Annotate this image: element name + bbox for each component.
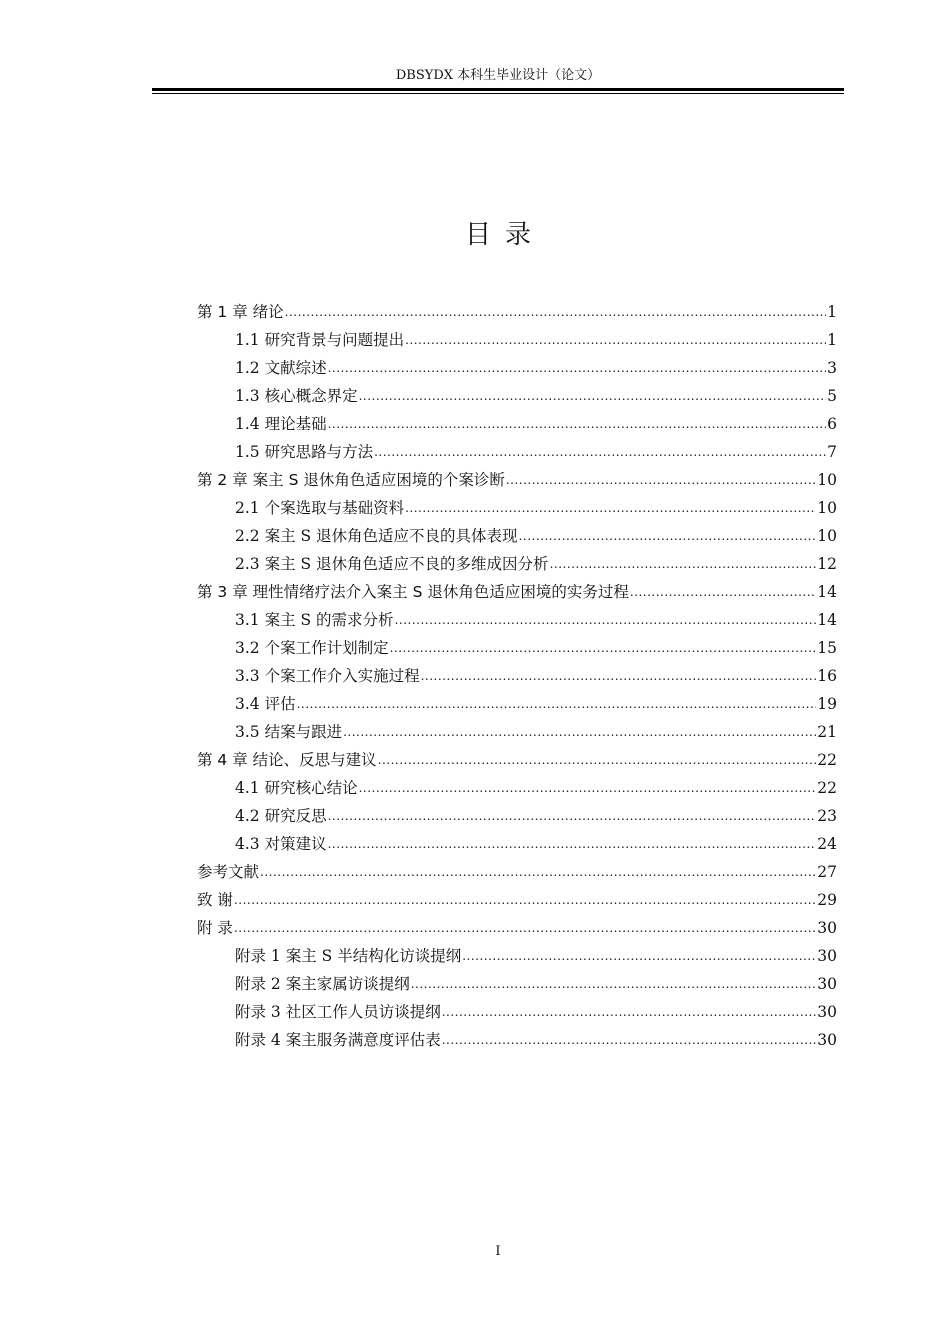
header-rule-thick — [152, 88, 844, 91]
toc-dot-leader — [328, 354, 827, 382]
toc-section-entry[interactable] — [197, 718, 837, 746]
toc-entry-text: 附录 4 案主服务满意度评估表 — [235, 1031, 441, 1049]
toc-entry-text: 3.2 个案工作计划制定 — [235, 639, 389, 657]
toc-entry-text: 1.3 核心概念界定 — [235, 387, 358, 405]
toc-section-entry[interactable] — [197, 634, 837, 662]
toc-entry-text: 2.3 案主 S 退休角色适应不良的多维成因分析 — [235, 555, 549, 573]
toc-entry-text: 3.5 结案与跟进 — [235, 723, 343, 741]
toc-dot-leader — [442, 1026, 817, 1054]
toc-entry-page: 30 — [817, 1031, 837, 1049]
toc-dot-leader — [343, 718, 816, 746]
toc-dot-leader — [421, 662, 817, 690]
toc-dot-leader — [550, 550, 817, 578]
toc-entry-page: 22 — [817, 751, 837, 769]
toc-dot-leader — [506, 466, 816, 494]
toc-section-entry[interactable] — [197, 382, 837, 410]
toc-entry-page: 10 — [817, 471, 837, 489]
toc-entry-text: 附录 3 社区工作人员访谈提纲 — [235, 1003, 441, 1021]
toc-dot-leader — [328, 830, 817, 858]
toc-dot-leader — [395, 606, 817, 634]
toc-entry-text: 1.5 研究思路与方法 — [235, 443, 374, 461]
toc-entry-page: 6 — [827, 415, 837, 433]
toc-chapter-entry[interactable] — [197, 298, 837, 326]
toc-section-entry[interactable] — [197, 830, 837, 858]
toc-entry-page: 5 — [827, 387, 837, 405]
toc-dot-leader — [378, 746, 817, 774]
toc-chapter-entry[interactable] — [197, 578, 837, 606]
toc-entry-page: 14 — [817, 583, 837, 601]
toc-section-entry[interactable] — [197, 802, 837, 830]
toc-entry-page: 30 — [817, 919, 837, 937]
toc-entry-text: 第 3 章 理性情绪疗法介入案主 S 退休角色适应困境的实务过程 — [197, 583, 629, 601]
toc-dot-leader — [328, 410, 827, 438]
toc-entry-text: 2.2 案主 S 退休角色适应不良的具体表现 — [235, 527, 518, 545]
toc-dot-leader — [405, 494, 816, 522]
toc-dot-leader — [462, 942, 816, 970]
toc-entry-page: 7 — [827, 443, 837, 461]
toc-chapter-entry[interactable] — [197, 746, 837, 774]
toc-entry-page: 29 — [817, 891, 837, 909]
toc-entry-page: 30 — [817, 947, 837, 965]
header-rule-thin — [152, 93, 844, 94]
toc-entry-page: 12 — [817, 555, 837, 573]
toc-section-entry[interactable] — [197, 998, 837, 1026]
toc-section-entry[interactable] — [197, 606, 837, 634]
toc-entry-page: 10 — [817, 527, 837, 545]
toc-title: 目录 — [464, 220, 545, 250]
toc-section-entry[interactable] — [197, 354, 837, 382]
toc-entry-text: 4.3 对策建议 — [235, 835, 327, 853]
toc-entry-page: 27 — [817, 863, 837, 881]
toc-entry-page: 15 — [817, 639, 837, 657]
toc-entry-text: 3.1 案主 S 的需求分析 — [235, 611, 394, 629]
toc-dot-leader — [390, 634, 817, 662]
toc-entry-text: 附 录 — [197, 919, 233, 937]
toc-entry-page: 3 — [827, 359, 837, 377]
toc-section-entry[interactable] — [197, 662, 837, 690]
toc-dot-leader — [328, 802, 817, 830]
toc-entry-text: 第 4 章 结论、反思与建议 — [197, 751, 377, 769]
toc-entry-text: 致 谢 — [197, 891, 233, 909]
toc-entry-page: 1 — [827, 303, 837, 321]
toc-dot-leader — [519, 522, 817, 550]
toc-dot-leader — [359, 774, 817, 802]
toc-entry-page: 16 — [817, 667, 837, 685]
toc-chapter-entry[interactable] — [197, 886, 837, 914]
toc-dot-leader — [285, 298, 826, 326]
toc-entry-text: 4.2 研究反思 — [235, 807, 327, 825]
toc-chapter-entry[interactable] — [197, 858, 837, 886]
table-of-contents — [197, 298, 837, 1054]
toc-section-entry[interactable] — [197, 970, 837, 998]
toc-section-entry[interactable] — [197, 326, 837, 354]
toc-entry-page: 14 — [817, 611, 837, 629]
page-header: DBSYDX 本科生毕业设计（论文） — [395, 68, 601, 83]
toc-entry-text: 1.2 文献综述 — [235, 359, 327, 377]
toc-dot-leader — [297, 690, 817, 718]
toc-entry-page: 22 — [817, 779, 837, 797]
toc-section-entry[interactable] — [197, 522, 837, 550]
toc-entry-page: 19 — [817, 695, 837, 713]
toc-dot-leader — [411, 970, 817, 998]
toc-chapter-entry[interactable] — [197, 914, 837, 942]
toc-entry-text: 3.4 评估 — [235, 695, 296, 713]
toc-dot-leader — [234, 886, 816, 914]
toc-dot-leader — [442, 998, 817, 1026]
toc-section-entry[interactable] — [197, 410, 837, 438]
toc-section-entry[interactable] — [197, 1026, 837, 1054]
toc-dot-leader — [260, 858, 816, 886]
toc-dot-leader — [234, 914, 816, 942]
toc-entry-page: 23 — [817, 807, 837, 825]
toc-entry-text: 附录 2 案主家属访谈提纲 — [235, 975, 410, 993]
toc-entry-text: 参考文献 — [197, 863, 260, 881]
toc-entry-page: 21 — [817, 723, 837, 741]
toc-entry-text: 第 1 章 绪论 — [197, 303, 284, 321]
toc-entry-page: 24 — [817, 835, 837, 853]
page-number: I — [495, 1244, 501, 1259]
toc-entry-text: 4.1 研究核心结论 — [235, 779, 358, 797]
toc-entry-page: 30 — [817, 1003, 837, 1021]
toc-entry-text: 第 2 章 案主 S 退休角色适应困境的个案诊断 — [197, 471, 505, 489]
toc-entry-text: 1.4 理论基础 — [235, 415, 327, 433]
toc-section-entry[interactable] — [197, 774, 837, 802]
toc-dot-leader — [359, 382, 827, 410]
toc-section-entry[interactable] — [197, 438, 837, 466]
toc-entry-text: 1.1 研究背景与问题提出 — [235, 331, 405, 349]
toc-entry-text: 3.3 个案工作介入实施过程 — [235, 667, 420, 685]
toc-dot-leader — [405, 326, 826, 354]
toc-dot-leader — [630, 578, 816, 606]
toc-chapter-entry[interactable] — [197, 466, 837, 494]
toc-dot-leader — [374, 438, 826, 466]
toc-entry-text: 2.1 个案选取与基础资料 — [235, 499, 405, 517]
toc-section-entry[interactable] — [197, 690, 837, 718]
toc-entry-page: 10 — [817, 499, 837, 517]
toc-section-entry[interactable] — [197, 942, 837, 970]
toc-entry-page: 1 — [827, 331, 837, 349]
toc-entry-page: 30 — [817, 975, 837, 993]
toc-entry-text: 附录 1 案主 S 半结构化访谈提纲 — [235, 947, 462, 965]
toc-section-entry[interactable] — [197, 550, 837, 578]
toc-section-entry[interactable] — [197, 494, 837, 522]
